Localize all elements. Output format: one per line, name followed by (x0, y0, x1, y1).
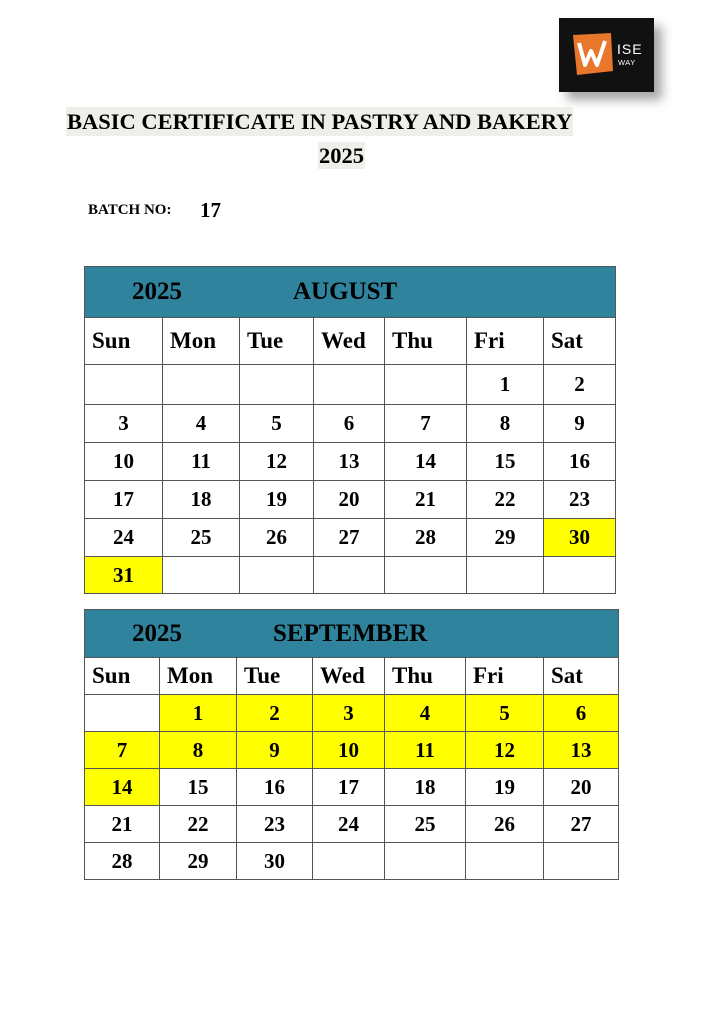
empty-day-cell (85, 695, 160, 732)
day-cell: 6 (314, 405, 385, 443)
day-cell: 17 (313, 769, 385, 806)
day-cell: 25 (385, 806, 466, 843)
calendar-week-row (85, 405, 616, 443)
day-cell: 2 (237, 695, 313, 732)
day-cell: 13 (544, 732, 619, 769)
day-of-week-header: Thu (385, 658, 466, 695)
empty-day-cell (313, 843, 385, 880)
day-cell: 7 (385, 405, 467, 443)
day-of-week-header: Fri (466, 658, 544, 695)
day-of-week-header: Wed (314, 318, 385, 365)
day-cell: 21 (85, 806, 160, 843)
day-of-week-header: Fri (467, 318, 544, 365)
empty-day-cell (314, 557, 385, 594)
day-cell: 5 (466, 695, 544, 732)
day-cell: 12 (240, 443, 314, 481)
day-cell: 1 (160, 695, 237, 732)
calendar-year: 2025 (132, 278, 182, 305)
empty-day-cell (544, 557, 616, 594)
empty-day-cell (314, 365, 385, 405)
calendar-week-row (85, 843, 619, 880)
empty-day-cell (240, 365, 314, 405)
day-cell: 12 (466, 732, 544, 769)
day-cell: 23 (237, 806, 313, 843)
calendar-week-row (85, 519, 616, 557)
day-of-week-header: Thu (385, 318, 467, 365)
empty-day-cell (385, 557, 467, 594)
calendar-week-row (85, 769, 619, 806)
logo-brand-main: ISE (617, 41, 643, 57)
wiseway-logo (559, 18, 654, 92)
day-cell: 29 (467, 519, 544, 557)
day-cell: 18 (163, 481, 240, 519)
calendar-month: AUGUST (293, 278, 398, 305)
day-cell: 28 (85, 843, 160, 880)
day-cell: 27 (314, 519, 385, 557)
day-cell: 18 (385, 769, 466, 806)
day-cell: 28 (385, 519, 467, 557)
day-cell: 19 (240, 481, 314, 519)
day-of-week-header: Tue (240, 318, 314, 365)
day-cell: 22 (467, 481, 544, 519)
calendar-year: 2025 (132, 619, 182, 647)
day-cell: 30 (544, 519, 616, 557)
day-cell: 15 (160, 769, 237, 806)
day-cell: 10 (85, 443, 163, 481)
document-year: 2025 (319, 143, 364, 168)
day-cell: 20 (544, 769, 619, 806)
day-cell: 14 (385, 443, 467, 481)
day-cell: 16 (237, 769, 313, 806)
calendar-week-row (85, 443, 616, 481)
day-cell: 22 (160, 806, 237, 843)
day-cell: 30 (237, 843, 313, 880)
day-cell: 16 (544, 443, 616, 481)
day-cell: 20 (314, 481, 385, 519)
empty-day-cell (85, 365, 163, 405)
batch-number: 17 (200, 198, 221, 222)
day-cell: 11 (163, 443, 240, 481)
day-cell: 3 (85, 405, 163, 443)
day-cell: 11 (385, 732, 466, 769)
day-cell: 9 (544, 405, 616, 443)
logo-brand-sub: WAY (618, 58, 636, 67)
day-cell: 31 (85, 557, 163, 594)
day-cell: 8 (467, 405, 544, 443)
calendar-week-row (85, 557, 616, 594)
calendar-header (85, 610, 619, 658)
day-cell: 1 (467, 365, 544, 405)
empty-day-cell (385, 365, 467, 405)
day-of-week-header: Sun (85, 658, 160, 695)
day-of-week-header: Wed (313, 658, 385, 695)
day-cell: 29 (160, 843, 237, 880)
day-of-week-header: Sat (544, 318, 616, 365)
day-cell: 4 (385, 695, 466, 732)
calendar-header (85, 267, 616, 318)
day-of-week-header: Mon (163, 318, 240, 365)
day-cell: 2 (544, 365, 616, 405)
empty-day-cell (163, 365, 240, 405)
day-cell: 10 (313, 732, 385, 769)
day-cell: 26 (466, 806, 544, 843)
calendar-month: SEPTEMBER (273, 619, 428, 647)
empty-day-cell (385, 843, 466, 880)
day-of-week-header: Sun (85, 318, 163, 365)
day-of-week-header: Sat (544, 658, 619, 695)
empty-day-cell (467, 557, 544, 594)
day-cell: 27 (544, 806, 619, 843)
empty-day-cell (544, 843, 619, 880)
logo-mark-icon (571, 31, 615, 77)
day-cell: 4 (163, 405, 240, 443)
day-cell: 6 (544, 695, 619, 732)
empty-day-cell (163, 557, 240, 594)
document-title: BASIC CERTIFICATE IN PASTRY AND BAKERY (67, 109, 573, 134)
day-cell: 3 (313, 695, 385, 732)
day-cell: 25 (163, 519, 240, 557)
empty-day-cell (240, 557, 314, 594)
calendar-august (84, 266, 616, 594)
calendar-september (84, 609, 619, 880)
empty-day-cell (466, 843, 544, 880)
day-cell: 13 (314, 443, 385, 481)
day-cell: 23 (544, 481, 616, 519)
day-cell: 14 (85, 769, 160, 806)
calendar-week-row (85, 481, 616, 519)
day-cell: 5 (240, 405, 314, 443)
day-cell: 15 (467, 443, 544, 481)
day-cell: 26 (240, 519, 314, 557)
day-cell: 24 (85, 519, 163, 557)
day-cell: 24 (313, 806, 385, 843)
day-cell: 17 (85, 481, 163, 519)
day-of-week-header: Mon (160, 658, 237, 695)
calendar-week-row (85, 806, 619, 843)
day-cell: 9 (237, 732, 313, 769)
day-of-week-header: Tue (237, 658, 313, 695)
batch-label: BATCH NO: (88, 202, 172, 218)
calendar-week-row (85, 365, 616, 405)
day-cell: 7 (85, 732, 160, 769)
day-cell: 8 (160, 732, 237, 769)
calendar-week-row (85, 695, 619, 732)
calendar-week-row (85, 732, 619, 769)
day-cell: 21 (385, 481, 467, 519)
day-cell: 19 (466, 769, 544, 806)
